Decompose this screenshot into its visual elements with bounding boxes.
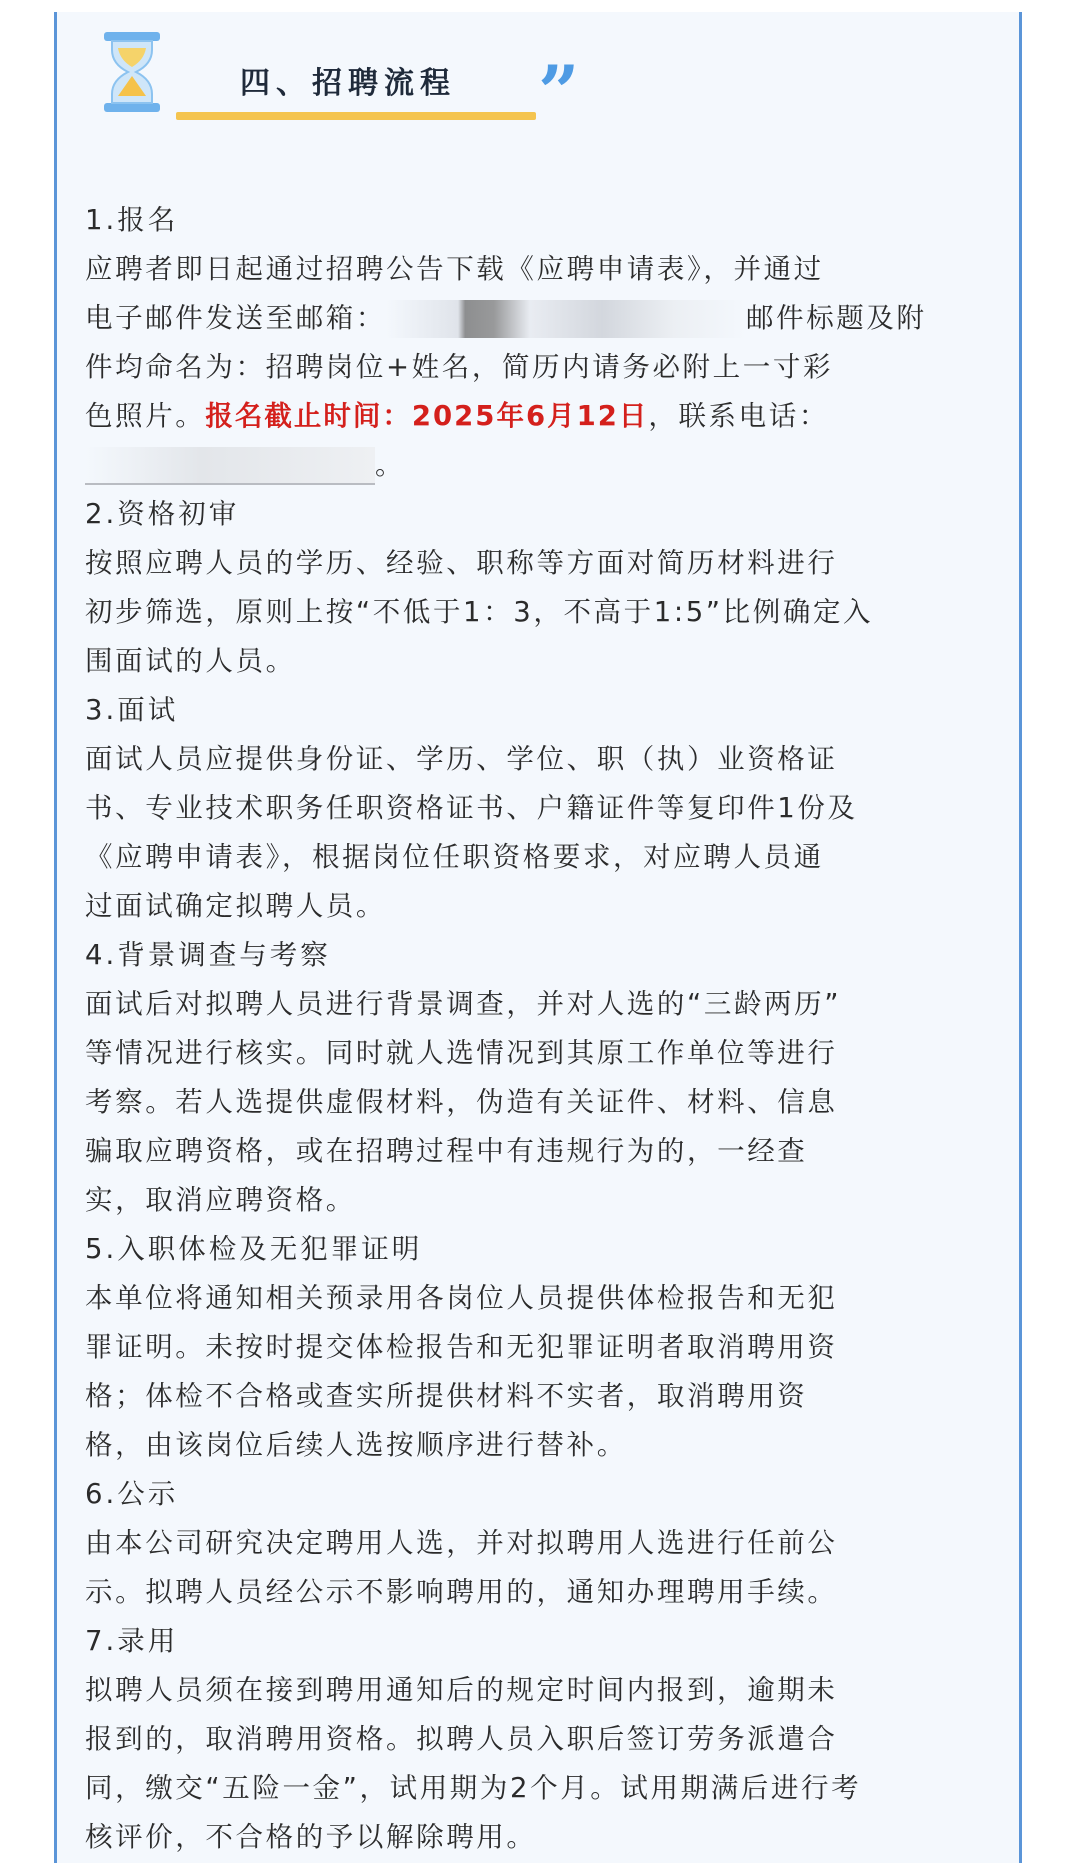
paragraph-line: 示。拟聘人员经公示不影响聘用的，通知办理聘用手续。 bbox=[85, 1576, 838, 1608]
hourglass-icon bbox=[100, 30, 164, 114]
paragraph-line bbox=[85, 294, 995, 343]
section-heading: 6.公示 bbox=[85, 1478, 179, 1510]
paragraph-line: 面试人员应提供身份证、学历、学位、职（执）业资格证 bbox=[85, 743, 838, 775]
paragraph-line: 等情况进行核实。同时就人选情况到其原工作单位等进行 bbox=[85, 1037, 838, 1069]
paragraph-line: 本单位将通知相关预录用各岗位人员提供体检报告和无犯 bbox=[85, 1282, 838, 1314]
redacted-phone bbox=[85, 447, 375, 485]
paragraph-line: 件均命名为：招聘岗位+姓名，简历内请务必附上一寸彩 bbox=[85, 351, 834, 383]
section-heading: 7.录用 bbox=[85, 1625, 179, 1657]
section-title: 四、招聘流程 bbox=[240, 66, 456, 101]
paragraph-line: 面试后对拟聘人员进行背景调查，并对人选的“三龄两历” bbox=[85, 988, 842, 1020]
paragraph-line: 同，缴交“五险一金”，试用期为2个月。试用期满后进行考 bbox=[85, 1772, 862, 1804]
paragraph-line: 格，由该岗位后续人选按顺序进行替补。 bbox=[85, 1429, 627, 1461]
section-heading: 1.报名 bbox=[85, 204, 179, 236]
document-body bbox=[85, 196, 995, 1862]
paragraph-line: 初步筛选，原则上按“不低于1：3，不高于1:5”比例确定入 bbox=[85, 596, 874, 628]
title-underline bbox=[176, 112, 536, 120]
text-fragment: ，联系电话： bbox=[648, 400, 829, 432]
text-fragment: 电子邮件发送至邮箱： bbox=[85, 302, 386, 334]
section-heading: 2.资格初审 bbox=[85, 498, 240, 530]
paragraph-line bbox=[85, 392, 995, 441]
section-heading: 5.入职体检及无犯罪证明 bbox=[85, 1233, 423, 1265]
paragraph-line: 报到的，取消聘用资格。拟聘人员入职后签订劳务派遣合 bbox=[85, 1723, 838, 1755]
paragraph-line: 围面试的人员。 bbox=[85, 645, 296, 677]
section-header bbox=[100, 30, 600, 134]
section-heading: 4.背景调查与考察 bbox=[85, 939, 331, 971]
text-fragment: 邮件标题及附 bbox=[746, 302, 927, 334]
paragraph-line: 应聘者即日起通过招聘公告下载《应聘申请表》，并通过 bbox=[85, 253, 824, 285]
text-fragment: 色照片。 bbox=[85, 400, 206, 432]
paragraph-line bbox=[85, 441, 995, 490]
paragraph-line: 书、专业技术职务任职资格证书、户籍证件等复印件1份及 bbox=[85, 792, 858, 824]
section-heading: 3.面试 bbox=[85, 694, 179, 726]
deadline-text: 报名截止时间：2025年6月12日 bbox=[205, 400, 649, 432]
paragraph-line: 按照应聘人员的学历、经验、职称等方面对简历材料进行 bbox=[85, 547, 838, 579]
paragraph-line: 由本公司研究决定聘用人选，并对拟聘用人选进行任前公 bbox=[85, 1527, 838, 1559]
quote-mark-icon: ” bbox=[538, 49, 580, 134]
paragraph-line: 核评价，不合格的予以解除聘用。 bbox=[85, 1821, 537, 1853]
paragraph-line: 考察。若人选提供虚假材料，伪造有关证件、材料、信息 bbox=[85, 1086, 838, 1118]
paragraph-line: 过面试确定拟聘人员。 bbox=[85, 890, 386, 922]
paragraph-line: 实，取消应聘资格。 bbox=[85, 1184, 356, 1216]
paragraph-line: 格；体检不合格或查实所提供材料不实者，取消聘用资 bbox=[85, 1380, 808, 1412]
paragraph-line: 骗取应聘资格，或在招聘过程中有违规行为的，一经查 bbox=[85, 1135, 808, 1167]
paragraph-line: 罪证明。未按时提交体检报告和无犯罪证明者取消聘用资 bbox=[85, 1331, 838, 1363]
text-fragment: 。 bbox=[375, 449, 406, 481]
redacted-email bbox=[386, 300, 746, 338]
paragraph-line: 《应聘申请表》，根据岗位任职资格要求，对应聘人员通 bbox=[85, 841, 824, 873]
paragraph-line: 拟聘人员须在接到聘用通知后的规定时间内报到，逾期未 bbox=[85, 1674, 838, 1706]
